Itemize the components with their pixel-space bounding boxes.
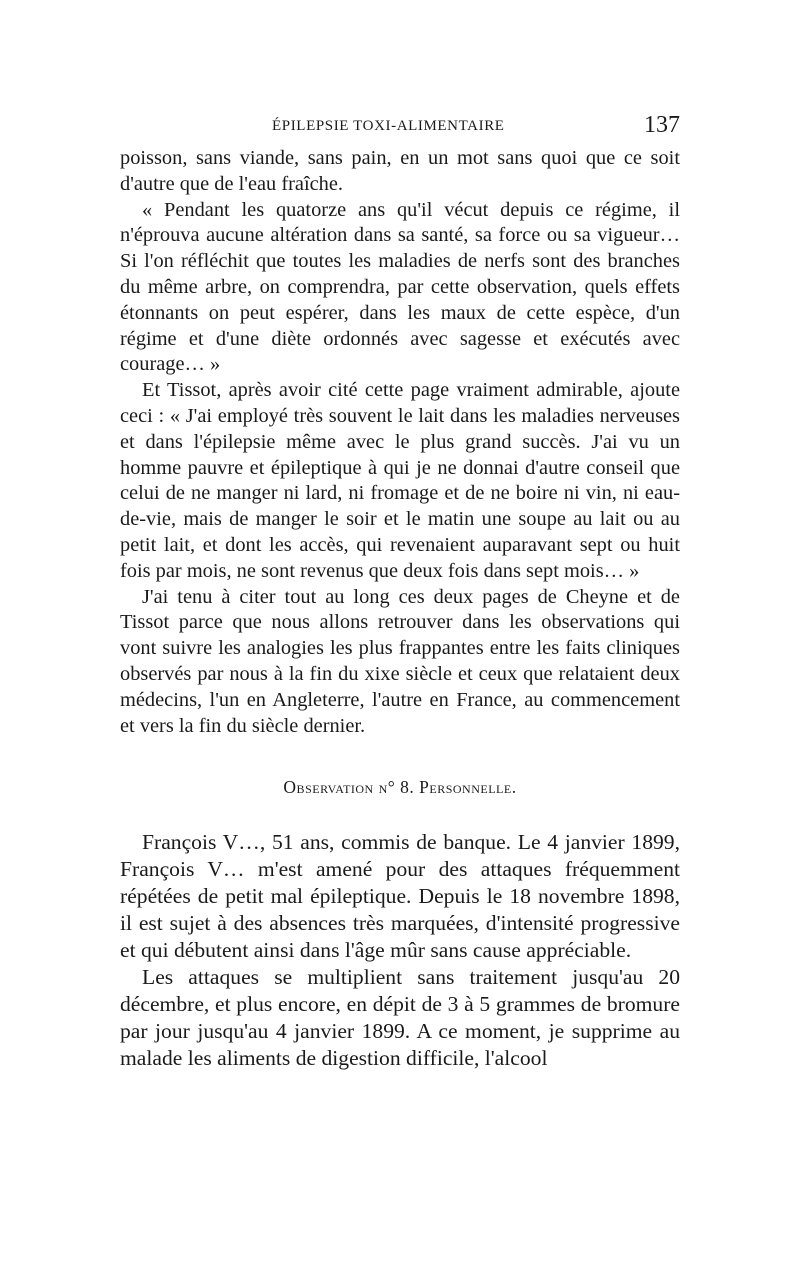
paragraph: poisson, sans viande, sans pain, en un mot sans quoi que ce soit d'autre que de l'eau fraîche.	[120, 147, 680, 195]
body-text	[120, 146, 680, 1072]
running-title: ÉPILEPSIE TOXI-ALIMENTAIRE	[272, 118, 505, 134]
page-header	[120, 112, 680, 142]
paragraph: Les attaques se multiplient sans traitement jusqu'au 20 décembre, et plus encore, en dépit de 3 à 5 grammes de bromure par jour jusqu'au 4 janvier 1899. A ce moment, je supprime au malade les aliments de digestion difficile, l'alcool	[120, 965, 680, 1071]
paragraph: J'ai tenu à citer tout au long ces deux pages de Cheyne et de Tissot parce que nous allons retrouver dans les observations qui vont suivre les analogies les plus frappantes entre les faits cliniques observés par nous à la fin du xixe siècle et ceux que relataient deux médecins, l'un en Angleterre, l'autre en France, au commencement et vers la fin du siècle dernier.	[120, 585, 680, 737]
observation-text	[120, 829, 680, 1072]
paragraph: Et Tissot, après avoir cité cette page vraiment admirable, ajoute ceci : « J'ai employé très souvent le lait dans les maladies nerveuses et dans l'épilepsie même avec le plus grand succès. J'ai vu un homme pauvre et épileptique à qui je ne donnai d'autre conseil que celui de ne manger ni lard, ni fromage et de ne boire ni vin, ni eau-de-vie, mais de manger le soir et le matin une soupe au lait ou au petit lait, et dont les accès, qui revenaient auparavant sept ou huit fois par mois, ne sont revenus que deux fois dans sept mois… »	[120, 379, 680, 582]
page-number: 137	[644, 112, 680, 138]
paragraph: François V…, 51 ans, commis de banque. Le 4 janvier 1899, François V… m'est amené pour des attaques fréquemment répétées de petit mal épileptique. Depuis le 18 novembre 1898, il est sujet à des absences très marquées, d'intensité progressive et qui débutent ainsi dans l'âge mûr sans cause appréciable.	[120, 830, 680, 963]
paragraph: « Pendant les quatorze ans qu'il vécut depuis ce régime, il n'éprouva aucune altération dans sa santé, sa force ou sa vigueur… Si l'on réfléchit que toutes les maladies de nerfs sont des branches du même arbre, on comprendra, par cette observation, quels effets étonnants on peut espérer, dans les maux de cette espèce, d'un régime et d'une diète ordonnés avec sagesse et exécutés avec courage… »	[120, 198, 680, 376]
section-heading: Observation n° 8. Personnelle.	[283, 777, 517, 798]
